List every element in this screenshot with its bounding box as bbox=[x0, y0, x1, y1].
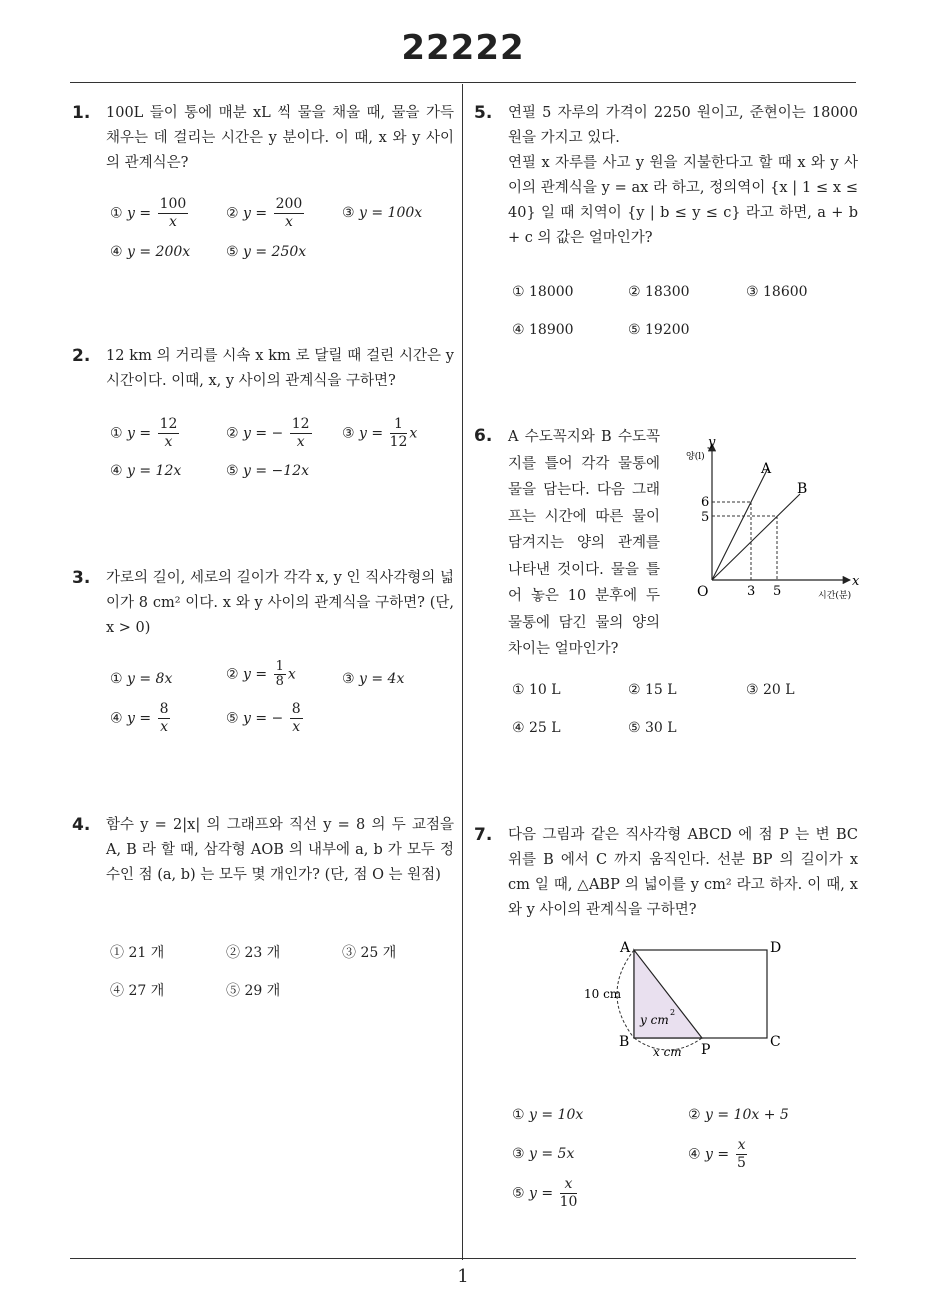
q3-choice-2[interactable]: ② y = $\frac{1}{8}$ x bbox=[226, 659, 296, 689]
q4-text: 함수 y = 2|x| 의 그래프와 직선 y = 8 의 두 교점을 A, B 라 할 때, 삼각형 AOB 의 내부에 a, b 가 모두 정수인 점 (a, b) 는 모두 몇 개인가? (단, 점 O 는 원점) bbox=[106, 817, 454, 883]
q6-number: 6. bbox=[474, 426, 493, 446]
line-b-label: B bbox=[797, 481, 808, 497]
q1-choice-5[interactable]: ⑤ y = 250x bbox=[226, 244, 307, 260]
column-divider bbox=[462, 84, 463, 1260]
q2-number: 2. bbox=[72, 346, 91, 366]
q6-choice-4[interactable]: ④ 25 L bbox=[512, 720, 561, 736]
point-p: P bbox=[701, 1042, 711, 1058]
q6-text: A 수도꼭지와 B 수도꼭지를 틀어 각각 물통에 물을 담는다. 다음 그래프는 시간에 따른 물이 담겨지는 양의 관계를 나타낸 것이다. 물을 틀어 놓은 10 분후에 두 물통에 담긴 물의 양의 차이는 얼마인가? bbox=[508, 429, 660, 657]
q6-choice-3[interactable]: ③ 20 L bbox=[746, 682, 795, 698]
point-b: B bbox=[619, 1034, 630, 1050]
q3-number: 3. bbox=[72, 568, 91, 588]
q2-choice-3[interactable]: ③ y = $\frac{1}{12}$ x bbox=[342, 416, 418, 450]
q1-choice-4[interactable]: ④ y = 200x bbox=[110, 244, 191, 260]
q6-choice-5[interactable]: ⑤ 30 L bbox=[628, 720, 677, 736]
q2-text: 12 km 의 거리를 시속 x km 로 달릴 때 걸린 시간은 y 시간이다. 이때, x, y 사이의 관계식을 구하면? bbox=[106, 348, 454, 389]
q4-number: 4. bbox=[72, 815, 91, 835]
origin-label: O bbox=[697, 584, 709, 600]
base-label: x cm bbox=[653, 1045, 682, 1059]
q1-choice-3[interactable]: ③ y = 100x bbox=[342, 205, 423, 221]
y-axis-label: 양(l) bbox=[686, 452, 705, 462]
q5-choice-4[interactable]: ④ 18900 bbox=[512, 322, 574, 338]
q5-text-line2: 연필 x 자루를 사고 y 원을 지불한다고 할 때 x 와 y 사이의 관계식을 y = ax 라 하고, 정의역이 {x | 1 ≤ x ≤ 40} 일 때 치역이 {y | b ≤ y ≤ c} 라고 하면, a + b + c 의 값은 얼마인가? bbox=[508, 155, 858, 246]
q4-choice-1[interactable]: ① 21 개 bbox=[110, 945, 165, 961]
tick-6: 6 bbox=[701, 495, 710, 510]
tick-3: 3 bbox=[747, 584, 756, 599]
q7-choice-1[interactable]: ① y = 10x bbox=[512, 1107, 584, 1123]
q3-choice-1[interactable]: ① y = 8x bbox=[110, 671, 173, 687]
q7-text: 다음 그림과 같은 직사각형 ABCD 에 점 P 는 변 BC 위를 B 에서 C 까지 움직인다. 선분 BP 의 길이가 x cm 일 때, △ABP 의 넓이를 y cm² 라고 하자. 이 때, x 와 y 사이의 관계식을 구하면? bbox=[508, 827, 858, 918]
q2-choice-2[interactable]: ② y = − $\frac{12}{x}$ bbox=[226, 416, 310, 450]
line-b bbox=[712, 494, 800, 580]
q7-choice-4[interactable]: ④ y = $\frac{x}{5}$ bbox=[688, 1137, 746, 1171]
y-axis-letter: y bbox=[708, 435, 716, 450]
q1-choice-1[interactable]: ① y = $\frac{100}{x}$ bbox=[110, 196, 187, 230]
q4-choice-3[interactable]: ③ 25 개 bbox=[342, 945, 397, 961]
page-title: 22222 bbox=[401, 28, 525, 68]
q7-number: 7. bbox=[474, 825, 493, 845]
line-a-label: A bbox=[761, 461, 772, 477]
q4-choice-4[interactable]: ④ 27 개 bbox=[110, 983, 165, 999]
q7-choice-3[interactable]: ③ y = 5x bbox=[512, 1146, 575, 1162]
q2-choice-4[interactable]: ④ y = 12x bbox=[110, 463, 182, 479]
q3-text: 가로의 길이, 세로의 길이가 각각 x, y 인 직사각형의 넓이가 8 cm² 이다. x 와 y 사이의 관계식을 구하면? (단, x > 0) bbox=[106, 570, 454, 636]
q3-choice-5[interactable]: ⑤ y = − $\frac{8}{x}$ bbox=[226, 701, 301, 735]
q6-choice-1[interactable]: ① 10 L bbox=[512, 682, 561, 698]
q5-number: 5. bbox=[474, 103, 493, 123]
q1-choice-2[interactable]: ② y = $\frac{200}{x}$ bbox=[226, 196, 303, 230]
line-a bbox=[712, 468, 768, 580]
tick-5: 5 bbox=[701, 510, 710, 525]
q4-choice-5[interactable]: ⑤ 29 개 bbox=[226, 983, 281, 999]
q3-choice-4[interactable]: ④ y = $\frac{8}{x}$ bbox=[110, 701, 169, 735]
x-axis-letter: x bbox=[852, 574, 860, 589]
side-label: 10 cm bbox=[584, 987, 622, 1001]
q6-choice-2[interactable]: ② 15 L bbox=[628, 682, 677, 698]
q5-choice-3[interactable]: ③ 18600 bbox=[746, 284, 808, 300]
area-exponent: 2 bbox=[670, 1008, 676, 1017]
q7-choice-2[interactable]: ② y = 10x + 5 bbox=[688, 1107, 789, 1123]
q5-text bbox=[508, 101, 858, 251]
q7-choice-5[interactable]: ⑤ y = $\frac{x}{10}$ bbox=[512, 1176, 578, 1210]
q3-choice-3[interactable]: ③ y = 4x bbox=[342, 671, 405, 687]
q2-choice-1[interactable]: ① y = $\frac{12}{x}$ bbox=[110, 416, 178, 450]
point-d: D bbox=[770, 940, 782, 956]
tick-5-x: 5 bbox=[773, 584, 782, 599]
point-a: A bbox=[620, 940, 631, 956]
q5-choice-2[interactable]: ② 18300 bbox=[628, 284, 690, 300]
area-label: y cm bbox=[640, 1013, 669, 1027]
q1-text: 100L 들이 통에 매분 xL 씩 물을 채울 때, 물을 가득 채우는 데 걸리는 시간은 y 분이다. 이 때, x 와 y 사이의 관계식은? bbox=[106, 105, 454, 171]
q6-graph bbox=[670, 430, 870, 610]
q5-text-line1: 연필 5 자루의 가격이 2250 원이고, 준현이는 18000 원을 가지고 있다. bbox=[508, 105, 858, 146]
top-rule bbox=[70, 82, 856, 83]
q4-choice-2[interactable]: ② 23 개 bbox=[226, 945, 281, 961]
q5-choice-5[interactable]: ⑤ 19200 bbox=[628, 322, 690, 338]
q1-number: 1. bbox=[72, 103, 91, 123]
x-axis-label: 시간(분) bbox=[818, 591, 852, 601]
q2-choice-5[interactable]: ⑤ y = −12x bbox=[226, 463, 309, 479]
bottom-rule bbox=[70, 1258, 856, 1259]
q7-figure bbox=[570, 930, 830, 1065]
page-number: 1 bbox=[457, 1266, 469, 1287]
q5-choice-1[interactable]: ① 18000 bbox=[512, 284, 574, 300]
point-c: C bbox=[770, 1034, 781, 1050]
